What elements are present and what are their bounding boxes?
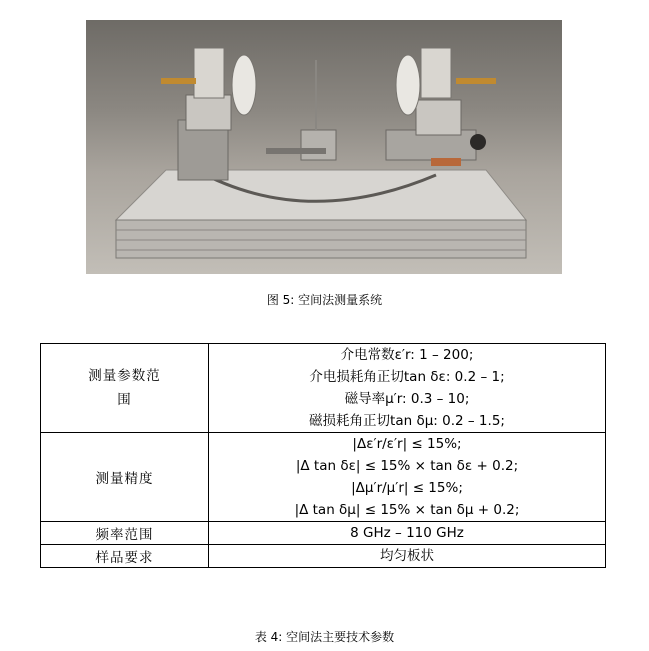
parameter-table	[40, 343, 606, 568]
value-line: |Δε′r/ε′r| ≤ 15%;	[352, 436, 462, 452]
value-line: 磁损耗角正切tan δμ: 0.2 – 1.5;	[309, 413, 505, 429]
row-header	[41, 433, 209, 522]
row-values	[209, 344, 606, 433]
row-values	[209, 522, 606, 545]
row-header-line: 围	[117, 392, 132, 408]
value-line: 8 GHz – 110 GHz	[350, 525, 464, 541]
value-line: 介电常数ε′r: 1 – 200;	[340, 347, 474, 363]
figure-caption: 图 5: 空间法测量系统	[266, 293, 383, 307]
measurement-system-photo	[86, 20, 562, 274]
value-line: 介电损耗角正切tan δε: 0.2 – 1;	[309, 369, 505, 385]
value-line: |Δμ′r/μ′r| ≤ 15%;	[351, 480, 463, 496]
table-row	[41, 522, 606, 545]
row-header-line: 测量参数范	[88, 368, 161, 384]
row-values	[209, 545, 606, 568]
row-header-line: 测量精度	[95, 471, 154, 487]
row-header-line: 样品要求	[95, 550, 154, 566]
table-row	[41, 344, 606, 433]
value-line: 均匀板状	[380, 548, 434, 564]
table-caption: 表 4: 空间法主要技术参数	[254, 630, 395, 644]
row-values	[209, 433, 606, 522]
table-row	[41, 545, 606, 568]
value-line: 磁导率μ′r: 0.3 – 10;	[344, 391, 470, 407]
table-row	[41, 433, 606, 522]
row-header	[41, 522, 209, 545]
value-line: |Δ tan δμ| ≤ 15% × tan δμ + 0.2;	[294, 502, 520, 518]
row-header-line: 频率范围	[95, 527, 154, 543]
row-header	[41, 545, 209, 568]
row-header	[41, 344, 209, 433]
apparatus-illustration	[86, 20, 562, 274]
value-line: |Δ tan δε| ≤ 15% × tan δε + 0.2;	[295, 458, 519, 474]
